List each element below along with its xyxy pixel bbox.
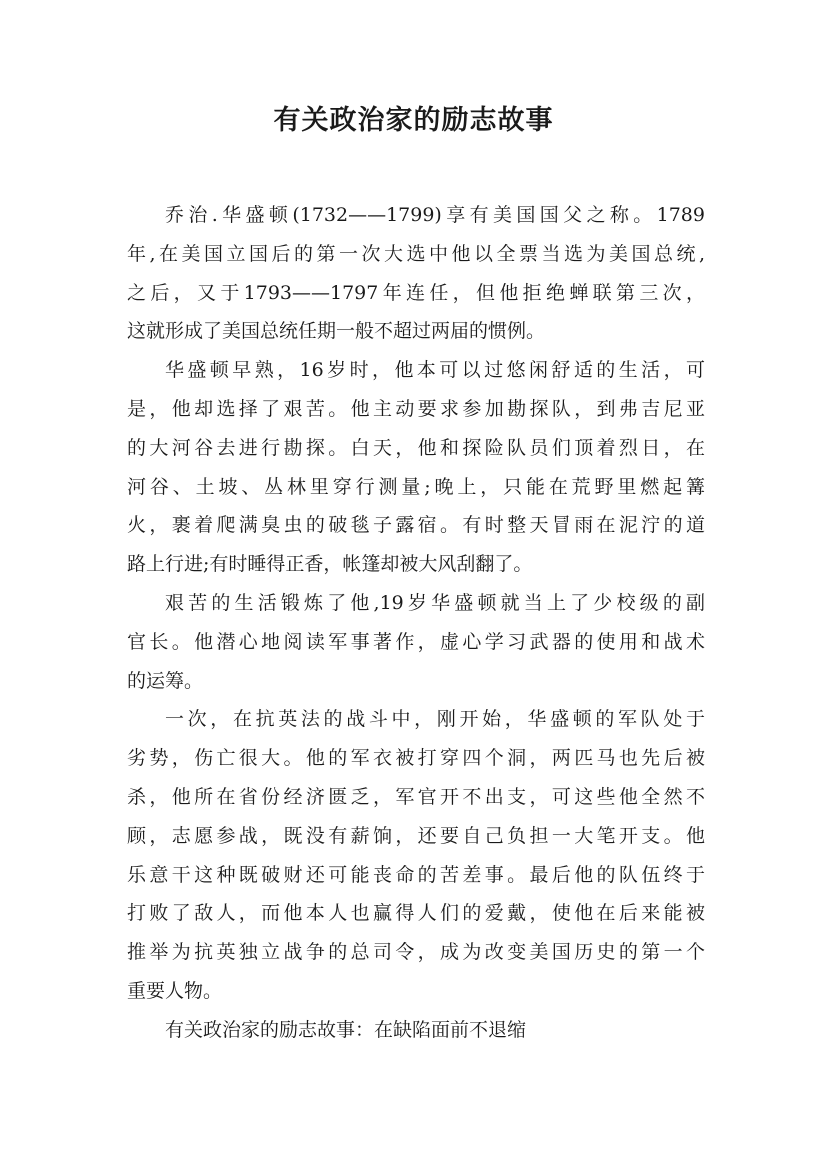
text-line: 杀，他所在省份经济匮乏，军官开不出支，可这些他全然不: [127, 785, 705, 808]
text-line: 之后，又于1793——1797年连任，但他拒绝蝉联第三次，: [127, 281, 705, 304]
text-line: 河谷、土坡、丛林里穿行测量;晚上，只能在荒野里燃起篝: [127, 475, 705, 498]
text-line: 推举为抗英独立战争的总司令，成为改变美国历史的第一个: [127, 941, 705, 964]
paragraph: [127, 700, 705, 1010]
document-title: 有关政治家的励志故事: [273, 105, 554, 136]
text-line: 路上行进;有时睡得正香，帐篷却被大风刮翻了。: [127, 553, 533, 576]
text-line: 顾，志愿参战，既没有薪饷，还要自己负担一大笔开支。他: [127, 824, 705, 847]
paragraph: [127, 351, 705, 584]
text-line: 乔治.华盛顿(1732——1799)享有美国国父之称。1789: [165, 204, 705, 226]
text-line: 火，裹着爬满臭虫的破毯子露宿。有时整天冒雨在泥泞的道: [127, 514, 705, 537]
section-heading-line: 有关政治家的励志故事：在缺陷面前不退缩: [165, 1018, 527, 1041]
paragraph: [127, 196, 705, 351]
document-body: [127, 196, 705, 1050]
text-line: 年,在美国立国后的第一次大选中他以全票当选为美国总统,: [127, 242, 705, 265]
text-line: 的大河谷去进行勘探。白天，他和探险队员们顶着烈日，在: [127, 436, 705, 459]
text-line: 打败了敌人，而他本人也赢得人们的爱戴，使他在后来能被: [127, 902, 705, 925]
text-line: 劣势，伤亡很大。他的军衣被打穿四个洞，两匹马也先后被: [127, 747, 705, 770]
text-line: 这就形成了美国总统任期一般不超过两届的惯例。: [127, 320, 546, 343]
text-line: 官长。他潜心地阅读军事著作，虚心学习武器的使用和战术: [127, 630, 705, 653]
text-line: 艰苦的生活锻炼了他,19岁华盛顿就当上了少校级的副: [165, 591, 705, 614]
text-line: 重要人物。: [127, 979, 223, 1002]
paragraph: [127, 1011, 705, 1050]
text-line: 是，他却选择了艰苦。他主动要求参加勘探队，到弗吉尼亚: [127, 397, 705, 420]
text-line: 一次，在抗英法的战斗中，刚开始，华盛顿的军队处于: [165, 708, 705, 731]
paragraph: [127, 584, 705, 700]
text-line: 的运筹。: [127, 669, 204, 692]
text-line: 华盛顿早熟，16岁时，他本可以过悠闲舒适的生活，可: [165, 359, 705, 382]
text-line: 乐意干这种既破财还可能丧命的苦差事。最后他的队伍终于: [127, 863, 705, 886]
